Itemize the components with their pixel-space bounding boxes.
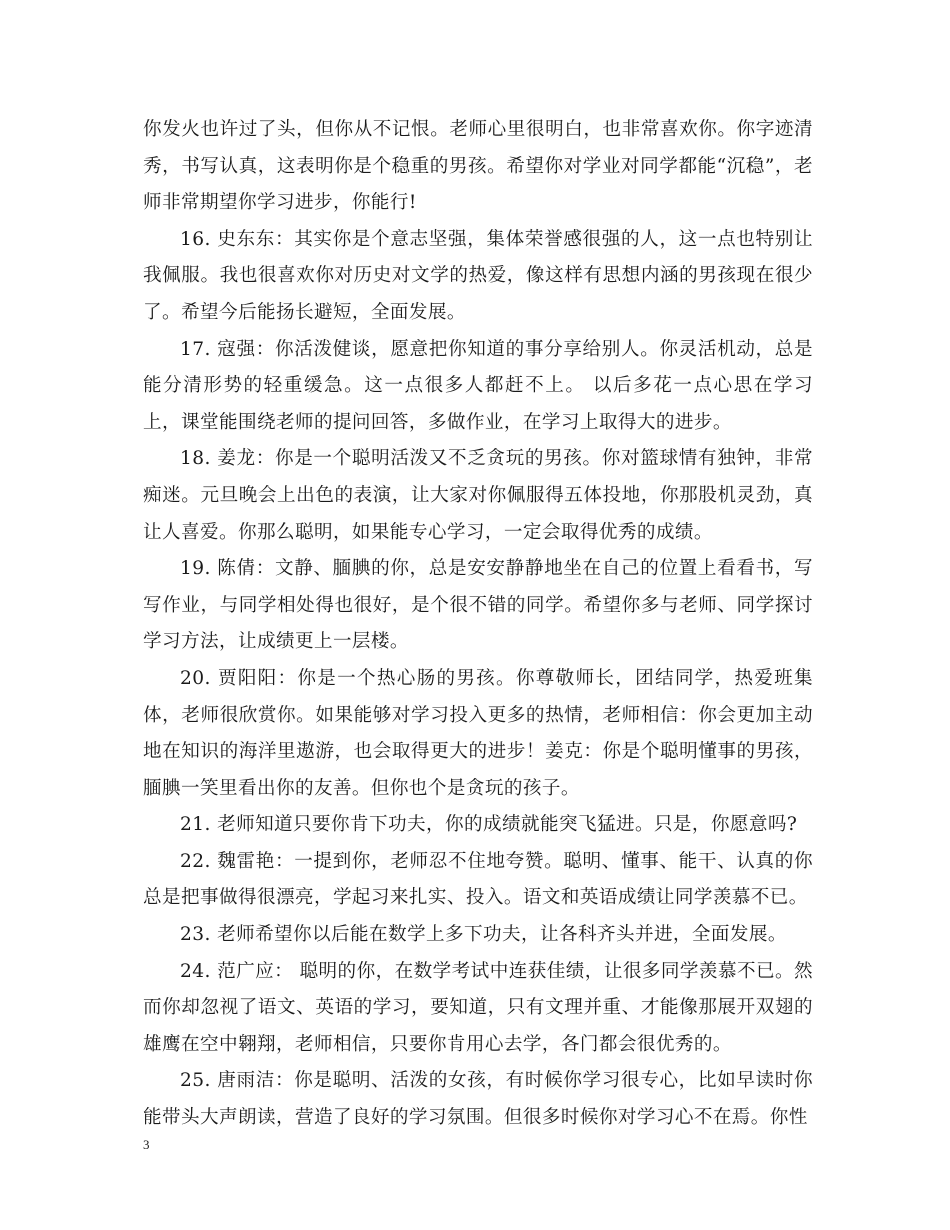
- paragraph-comment-23: 23. 老师希望你以后能在数学上多下功夫，让各科齐头并进，全面发展。: [180, 924, 787, 946]
- paragraph-comment-16: 16. 史东东：其实你是个意志坚强，集体荣誉感很强的人，这一点也特别让我佩服。我也很喜欢你对历史对文学的热爱，像这样有思想内涵的男孩现在很少了。希望今后能扬长避短，全面发展。: [143, 228, 813, 323]
- paragraph-comment-21: 21. 老师知道只要你肯下功夫，你的成绩就能突飞猛进。只是，你愿意吗?: [180, 814, 798, 836]
- paragraph-comment-17: 17. 寇强：你活泼健谈，愿意把你知道的事分享给别人。你灵活机动，总是能分清形势的轻重缓急。这一点很多人都赶不上。 以后多花一点心思在学习上，课堂能围绕老师的提问回答，多做作业，在学习上取得大的进步。: [143, 338, 813, 433]
- paragraph-comment-25: 25. 唐雨洁：你是聪明、活泼的女孩，有时候你学习很专心，比如早读时你能带头大声朗读，营造了良好的学习氛围。但很多时候你对学习心不在焉。你性: [143, 1070, 813, 1129]
- paragraph-comment-20: 20. 贾阳阳：你是一个热心肠的男孩。你尊敬师长，团结同学，热爱班集体，老师很欣赏你。如果能够对学习投入更多的热情，老师相信：你会更加主动地在知识的海洋里遨游，也会取得更大的进步！姜克：你是个聪明懂事的男孩，腼腆一笑里看出你的友善。但你也个是贪玩的孩子。: [143, 667, 813, 799]
- document-body: [143, 112, 813, 1137]
- paragraph-comment-22: 22. 魏雷艳：一提到你，老师忍不住地夸赞。聪明、懂事、能干、认真的你总是把事做得很漂亮，学起习来扎实、投入。语文和英语成绩让同学羡慕不已。: [143, 850, 813, 909]
- paragraph-comment-19: 19. 陈倩：文静、腼腆的你，总是安安静静地坐在自己的位置上看看书，写写作业，与同学相处得也很好，是个很不错的同学。希望你多与老师、同学探讨学习方法，让成绩更上一层楼。: [143, 558, 813, 653]
- paragraph-continuation: 你发火也许过了头，但你从不记恨。老师心里很明白，也非常喜欢你。你字迹清秀，书写认真，这表明你是个稳重的男孩。希望你对学业对同学都能“沉稳”，老师非常期望你学习进步，你能行!: [143, 119, 813, 214]
- paragraph-comment-24: 24. 范广应： 聪明的你，在数学考试中连获佳绩，让很多同学羡慕不已。然而你却忽视了语文、英语的学习，要知道，只有文理并重、才能像那展开双翅的雄鹰在空中翱翔，老师相信，只要你肯用心去学，各门都会很优秀的。: [143, 960, 813, 1055]
- page-number: 3: [143, 1137, 150, 1152]
- paragraph-comment-18: 18. 姜龙：你是一个聪明活泼又不乏贪玩的男孩。你对篮球情有独钟，非常痴迷。元旦晚会上出色的表演，让大家对你佩服得五体投地，你那股机灵劲，真让人喜爱。你那么聪明，如果能专心学习，一定会取得优秀的成绩。: [143, 448, 813, 543]
